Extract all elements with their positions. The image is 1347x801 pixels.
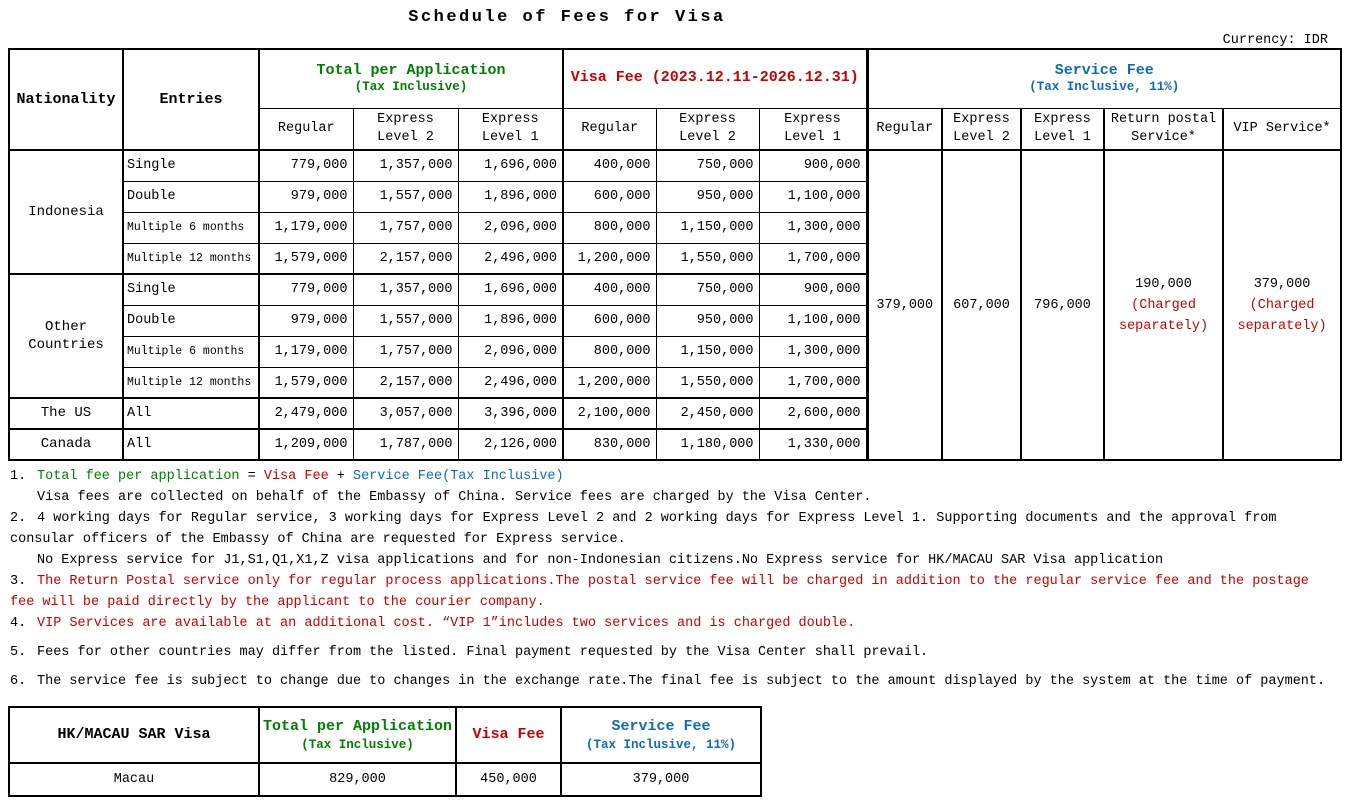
hk-total-cell: 829,000: [259, 763, 456, 796]
fee-cell: 979,000: [259, 305, 353, 336]
sub-header-service-regular: Regular: [867, 108, 942, 150]
nationality-cell: Canada: [9, 429, 123, 460]
fee-cell: 1,209,000: [259, 429, 353, 460]
sub-header-total-express1: Express Level 1: [458, 108, 563, 150]
fee-cell: 3,057,000: [353, 398, 458, 429]
fee-cell: 2,157,000: [353, 367, 458, 398]
fee-cell: 1,300,000: [759, 336, 867, 367]
nationality-cell: The US: [9, 398, 123, 429]
fee-cell: 1,557,000: [353, 181, 458, 212]
hk-nationality-cell: Macau: [9, 763, 259, 796]
note-text: The Return Postal service only for regular process applications.The postal service fee will be charged in addition to the regular service fee and the postage: [37, 574, 1309, 589]
note-text: Visa fees are collected on behalf of the Embassy of China. Service fees are charged by the Visa Center.: [37, 490, 872, 505]
fee-cell: 1,330,000: [759, 429, 867, 460]
sub-header-return-postal: Return postal Service*: [1104, 108, 1223, 150]
fee-cell: 2,479,000: [259, 398, 353, 429]
service-fee-value: 379,000: [1253, 276, 1311, 292]
service-fee-value: 379,000: [876, 297, 934, 313]
currency-label: Currency: IDR: [1222, 33, 1328, 48]
note-line: [10, 642, 1340, 663]
fee-cell: 1,180,000: [656, 429, 759, 460]
entries-cell: Single: [123, 274, 259, 305]
note-text: The service fee is subject to change due to changes in the exchange rate.The final fee is subject to the amount displayed by the system at the time of payment.: [37, 674, 1326, 689]
fee-cell: 1,896,000: [458, 305, 563, 336]
hk-service-cell: 379,000: [561, 763, 761, 796]
fee-cell: 1,300,000: [759, 212, 867, 243]
entries-cell: Single: [123, 150, 259, 181]
fee-cell: 1,357,000: [353, 150, 458, 181]
note-line: [10, 508, 1340, 529]
note-text: fee will be paid directly by the applicant to the courier company.: [10, 595, 545, 610]
sub-header-visa-express1: Express Level 1: [759, 108, 867, 150]
fee-cell: 1,700,000: [759, 243, 867, 274]
sub-header-service-express1: Express Level 1: [1021, 108, 1104, 150]
fee-cell: 830,000: [563, 429, 656, 460]
fee-cell: 779,000: [259, 150, 353, 181]
note-text: Total fee per application: [37, 469, 240, 484]
fee-cell: 2,450,000: [656, 398, 759, 429]
note-line: [10, 487, 1340, 508]
entries-cell: All: [123, 429, 259, 460]
hk-table-row: [9, 763, 761, 796]
fee-cell: 1,550,000: [656, 367, 759, 398]
fee-cell: 1,787,000: [353, 429, 458, 460]
group-header-service-subtitle: (Tax Inclusive, 11%): [1029, 80, 1180, 95]
fee-cell: 2,126,000: [458, 429, 563, 460]
fee-cell: 1,179,000: [259, 212, 353, 243]
fee-cell: 1,579,000: [259, 367, 353, 398]
fee-cell: 1,700,000: [759, 367, 867, 398]
sub-header-total-express2: Express Level 2: [353, 108, 458, 150]
fee-cell: 1,150,000: [656, 336, 759, 367]
note-text: consular officers of the Embassy of China are requested for Express service.: [10, 532, 626, 547]
group-header-visa-title: Visa Fee (2023.12.11-2026.12.31): [570, 69, 859, 87]
fee-cell: 1,696,000: [458, 274, 563, 305]
fee-cell: 1,757,000: [353, 212, 458, 243]
fee-cell: 3,396,000: [458, 398, 563, 429]
note-line: [10, 529, 1340, 550]
hk-title-header-text: HK/MACAU SAR Visa: [57, 726, 211, 744]
fee-cell: 1,179,000: [259, 336, 353, 367]
fee-cell: 2,496,000: [458, 243, 563, 274]
hk-macau-table: [8, 706, 762, 797]
sub-header-vip-service: VIP Service*: [1223, 108, 1341, 150]
note-line: [10, 592, 1340, 613]
group-header-visa: [563, 49, 867, 108]
fee-cell: 900,000: [759, 274, 867, 305]
group-header-total-title: Total per Application: [316, 61, 506, 79]
fee-cell: 2,096,000: [458, 336, 563, 367]
entries-cell: All: [123, 398, 259, 429]
main-fee-table: [8, 48, 1342, 461]
hk-header-service-subtitle: (Tax Inclusive, 11%): [585, 737, 737, 752]
service-fee-cell: [867, 150, 942, 460]
note-number: 1.: [10, 469, 27, 484]
service-fee-note: (Charged separately): [1118, 297, 1209, 334]
entries-cell: Multiple 6 months: [123, 336, 259, 367]
note-number: 2.: [10, 511, 27, 526]
hk-visa-cell: 450,000: [456, 763, 561, 796]
hk-header-visa: [456, 707, 561, 763]
fee-cell: 2,096,000: [458, 212, 563, 243]
fee-cell: 1,200,000: [563, 367, 656, 398]
sub-header-visa-regular: Regular: [563, 108, 656, 150]
nationality-header: Nationality: [9, 49, 123, 150]
fee-cell: 1,100,000: [759, 181, 867, 212]
fee-cell: 2,600,000: [759, 398, 867, 429]
note-text: Visa Fee: [263, 469, 329, 484]
group-header-service-title: Service Fee: [1054, 61, 1154, 79]
note-number: 4.: [10, 616, 27, 631]
service-fee-cell: [1104, 150, 1223, 460]
note-text: Service Fee(Tax Inclusive): [352, 469, 564, 484]
fee-cell: 950,000: [656, 305, 759, 336]
note-line: [10, 671, 1340, 692]
notes-section: [8, 466, 1340, 692]
entries-cell: Multiple 12 months: [123, 243, 259, 274]
fee-cell: 600,000: [563, 305, 656, 336]
fee-cell: 800,000: [563, 336, 656, 367]
service-fee-cell: [1021, 150, 1104, 460]
fee-cell: 800,000: [563, 212, 656, 243]
note-text: +: [328, 469, 353, 484]
sub-header-visa-express2: Express Level 2: [656, 108, 759, 150]
fee-cell: 900,000: [759, 150, 867, 181]
group-header-service: [867, 49, 1341, 108]
fee-cell: 750,000: [656, 274, 759, 305]
nationality-cell: Other Countries: [9, 274, 123, 398]
note-text: No Express service for J1,S1,Q1,X1,Z visa applications and for non-Indonesian citizens.No Express service for HK/MACAU SAR Visa application: [37, 553, 1164, 568]
fee-cell: 1,357,000: [353, 274, 458, 305]
service-fee-value: 796,000: [1034, 297, 1091, 313]
note-text: VIP Services are available at an additional cost. “VIP 1”includes two services and is charged double.: [37, 616, 856, 631]
note-line: [10, 550, 1340, 571]
page-title-text: Schedule of Fees for Visa: [408, 8, 726, 27]
entries-cell: Multiple 6 months: [123, 212, 259, 243]
group-header-total: [259, 49, 563, 108]
fee-cell: 1,896,000: [458, 181, 563, 212]
entries-cell: Double: [123, 181, 259, 212]
fee-cell: 600,000: [563, 181, 656, 212]
hk-header-service: [561, 707, 761, 763]
fee-cell: 1,557,000: [353, 305, 458, 336]
note-text: =: [239, 469, 264, 484]
service-fee-note: (Charged separately): [1237, 297, 1327, 334]
sub-header-total-regular: Regular: [259, 108, 353, 150]
fee-cell: 1,100,000: [759, 305, 867, 336]
note-line: [10, 571, 1340, 592]
fee-cell: 2,100,000: [563, 398, 656, 429]
fee-cell: 779,000: [259, 274, 353, 305]
group-header-total-subtitle: (Tax Inclusive): [354, 80, 468, 95]
hk-header-total-title: Total per Application: [262, 718, 453, 736]
hk-header-total: [259, 707, 456, 763]
fee-cell: 1,696,000: [458, 150, 563, 181]
note-text: Fees for other countries may differ from the listed. Final payment requested by the Visa Center shall prevail.: [37, 645, 929, 660]
table-row: [9, 150, 1341, 181]
hk-title-header: [9, 707, 259, 763]
fee-cell: 400,000: [563, 274, 656, 305]
hk-header-total-subtitle: (Tax Inclusive): [301, 737, 414, 752]
sub-header-service-express2: Express Level 2: [942, 108, 1021, 150]
fee-cell: 1,550,000: [656, 243, 759, 274]
hk-header-service-title: Service Fee: [611, 718, 711, 736]
nationality-cell: Indonesia: [9, 150, 123, 274]
fee-cell: 979,000: [259, 181, 353, 212]
hk-header-visa-title: Visa Fee: [472, 726, 545, 744]
note-number: 5.: [10, 645, 27, 660]
service-fee-value: 607,000: [953, 297, 1010, 313]
fee-cell: 950,000: [656, 181, 759, 212]
fee-cell: 750,000: [656, 150, 759, 181]
fee-cell: 2,496,000: [458, 367, 563, 398]
note-line: [10, 466, 1340, 487]
note-line: [10, 613, 1340, 634]
fee-cell: 1,757,000: [353, 336, 458, 367]
entries-header: Entries: [123, 49, 259, 150]
note-text: 4 working days for Regular service, 3 working days for Express Level 2 and 2 working days for Express Level 1. Supporting documents and the approval from: [37, 511, 1277, 526]
service-fee-cell: [1223, 150, 1341, 460]
service-fee-cell: [942, 150, 1021, 460]
fee-cell: 1,579,000: [259, 243, 353, 274]
fee-cell: 2,157,000: [353, 243, 458, 274]
entries-cell: Double: [123, 305, 259, 336]
fee-cell: 400,000: [563, 150, 656, 181]
fee-cell: 1,200,000: [563, 243, 656, 274]
entries-cell: Multiple 12 months: [123, 367, 259, 398]
note-number: 6.: [10, 674, 27, 689]
service-fee-value: 190,000: [1135, 276, 1192, 292]
page-title: [8, 6, 1126, 28]
fee-cell: 1,150,000: [656, 212, 759, 243]
note-number: 3.: [10, 574, 27, 589]
